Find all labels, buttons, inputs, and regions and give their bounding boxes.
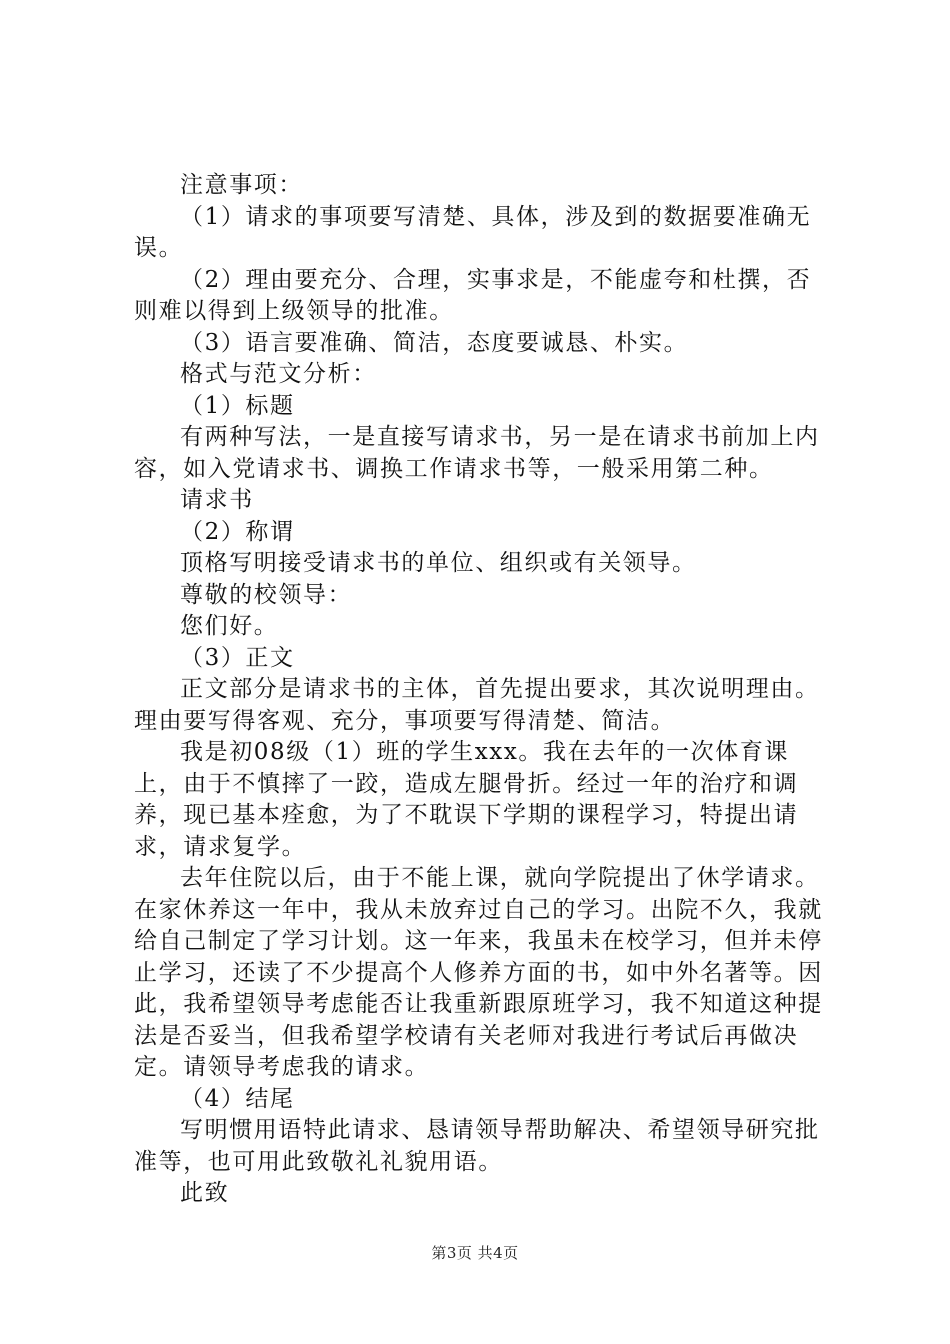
paragraph-title-explanation: 有两种写法，一是直接写请求书，另一是在请求书前加上内容，如入党请求书、调换工作请求书等，一般采用第二种。 [134, 424, 820, 482]
paragraph-note-1: （1）请求的事项要写清楚、具体，涉及到的数据要准确无误。 [134, 203, 812, 261]
paragraph-closing-explanation: 写明惯用语特此请求、恳请领导帮助解决、希望领导研究批准等，也可用此致敬礼礼貌用语。 [134, 1117, 820, 1175]
paragraph-section-title: （1）标题 [180, 392, 295, 419]
paragraph-format-heading: 格式与范文分析： [180, 361, 377, 387]
paragraph-body-example-1: 我是初08级（1）班的学生xxx。我在去年的一次体育课上，由于不慎摔了一跤，造成左腿骨折。经过一年的治疗和调养，现已基本痊愈，为了不耽误下学期的课程学习，特提出请求，请求复学。 [134, 739, 799, 860]
paragraph-note-2: （2）理由要充分、合理，实事求是，不能虚夸和杜撰，否则难以得到上级领导的批准。 [134, 266, 812, 324]
paragraph-body-example-2: 去年住院以后，由于不能上课，就向学院提出了休学请求。在家休养这一年中，我从未放弃过自己的学习。出院不久，我就给自己制定了学习计划。这一年来，我虽未在校学习，但并未停止学习，还读了不少提高个人修养方面的书，如中外名著等。因此，我希望领导考虑能否让我重新跟原班学习，我不知道这种提法是否妥当，但我希望学校请有关老师对我进行考试后再做决定。请领导考虑我的请求。 [134, 865, 823, 1080]
document-body [134, 170, 834, 1210]
paragraph-notes-heading: 注意事项： [180, 172, 303, 198]
paragraph-note-3: （3）语言要准确、简洁，态度要诚恳、朴实。 [180, 329, 689, 356]
paragraph-closing-example: 此致 [180, 1180, 230, 1206]
paragraph-salutation-example: 尊敬的校领导： [180, 581, 353, 608]
paragraph-greeting: 您们好。 [180, 613, 279, 639]
paragraph-title-example: 请求书 [180, 487, 254, 513]
paragraph-section-closing: （4）结尾 [180, 1085, 295, 1112]
paragraph-section-body: （3）正文 [180, 644, 295, 671]
paragraph-salutation-explanation: 顶格写明接受请求书的单位、组织或有关领导。 [180, 550, 697, 576]
paragraph-body-explanation: 正文部分是请求书的主体，首先提出要求，其次说明理由。理由要写得客观、充分，事项要写得清楚、简洁。 [134, 676, 820, 734]
paragraph-section-salutation: （2）称谓 [180, 518, 295, 545]
page-number-footer: 第3页 共4页 [431, 1244, 519, 1262]
